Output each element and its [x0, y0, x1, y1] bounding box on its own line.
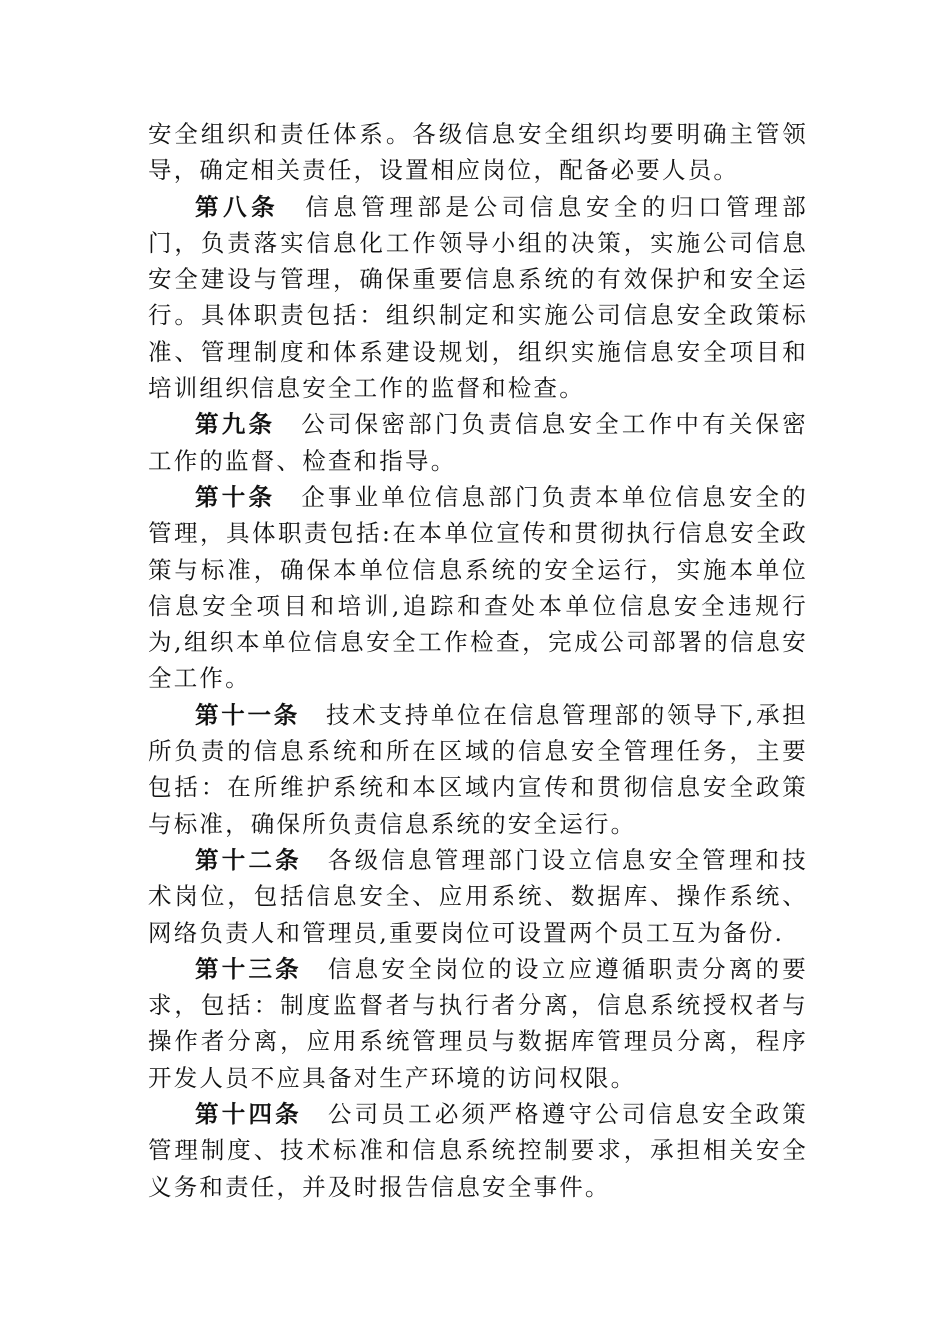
article-title: 第十三条	[195, 954, 302, 983]
article-text: 信息管理部是公司信息安全的归口管理部门，负责落实信息化工作领导小组的决策，实施公司信息安全建设与管理，确保重要信息系统的有效保护和安全运行。具体职责包括：组织制定和实施公司信息安全政策标准、管理制度和体系建设规划，组织实施信息安全项目和培训组织信息安全工作的监督和检查。	[148, 192, 808, 403]
article-text: 企事业单位信息部门负责本单位信息安全的管理，具体职责包括:在本单位宣传和贯彻执行信息安全政策与标准，确保本单位信息系统的安全运行，实施本单位信息安全项目和培训,追踪和查处本单位信息安全违规行为,组织本单位信息安全工作检查，完成公司部署的信息安全工作。	[148, 482, 808, 693]
article-8	[148, 189, 808, 407]
article-title: 第九条	[195, 410, 276, 439]
article-title: 第八条	[195, 192, 280, 221]
article-text: 各级信息管理部门设立信息安全管理和技术岗位，包括信息安全、应用系统、数据库、操作系统、网络负责人和管理员,重要岗位可设置两个员工互为备份.	[148, 845, 808, 947]
article-title: 第十一条	[195, 700, 300, 729]
article-title: 第十四条	[195, 1100, 302, 1129]
article-title: 第十二条	[195, 845, 302, 874]
article-14	[148, 1096, 808, 1205]
document-body	[148, 116, 808, 1205]
article-12	[148, 842, 808, 951]
article-10	[148, 479, 808, 697]
article-11	[148, 697, 808, 842]
article-text: 技术支持单位在信息管理部的领导下,承担所负责的信息系统和所在区域的信息安全管理任务，主要包括：在所维护系统和本区域内宣传和贯彻信息安全政策与标准，确保所负责信息系统的安全运行。	[148, 700, 808, 838]
article-9	[148, 406, 808, 479]
paragraph-text: 安全组织和责任体系。各级信息安全组织均要明确主管领导，确定相关责任，设置相应岗位，配备必要人员。	[148, 120, 808, 185]
article-text: 信息安全岗位的设立应遵循职责分离的要求，包括：制度监督者与执行者分离，信息系统授权者与操作者分离，应用系统管理员与数据库管理员分离，程序开发人员不应具备对生产环境的访问权限。	[148, 954, 808, 1092]
article-text: 公司保密部门负责信息安全工作中有关保密工作的监督、检查和指导。	[148, 410, 808, 475]
article-title: 第十条	[195, 482, 276, 511]
article-13	[148, 951, 808, 1096]
paragraph-continuation	[148, 116, 808, 189]
article-text: 公司员工必须严格遵守公司信息安全政策管理制度、技术标准和信息系统控制要求，承担相关安全义务和责任，并及时报告信息安全事件。	[148, 1100, 808, 1201]
